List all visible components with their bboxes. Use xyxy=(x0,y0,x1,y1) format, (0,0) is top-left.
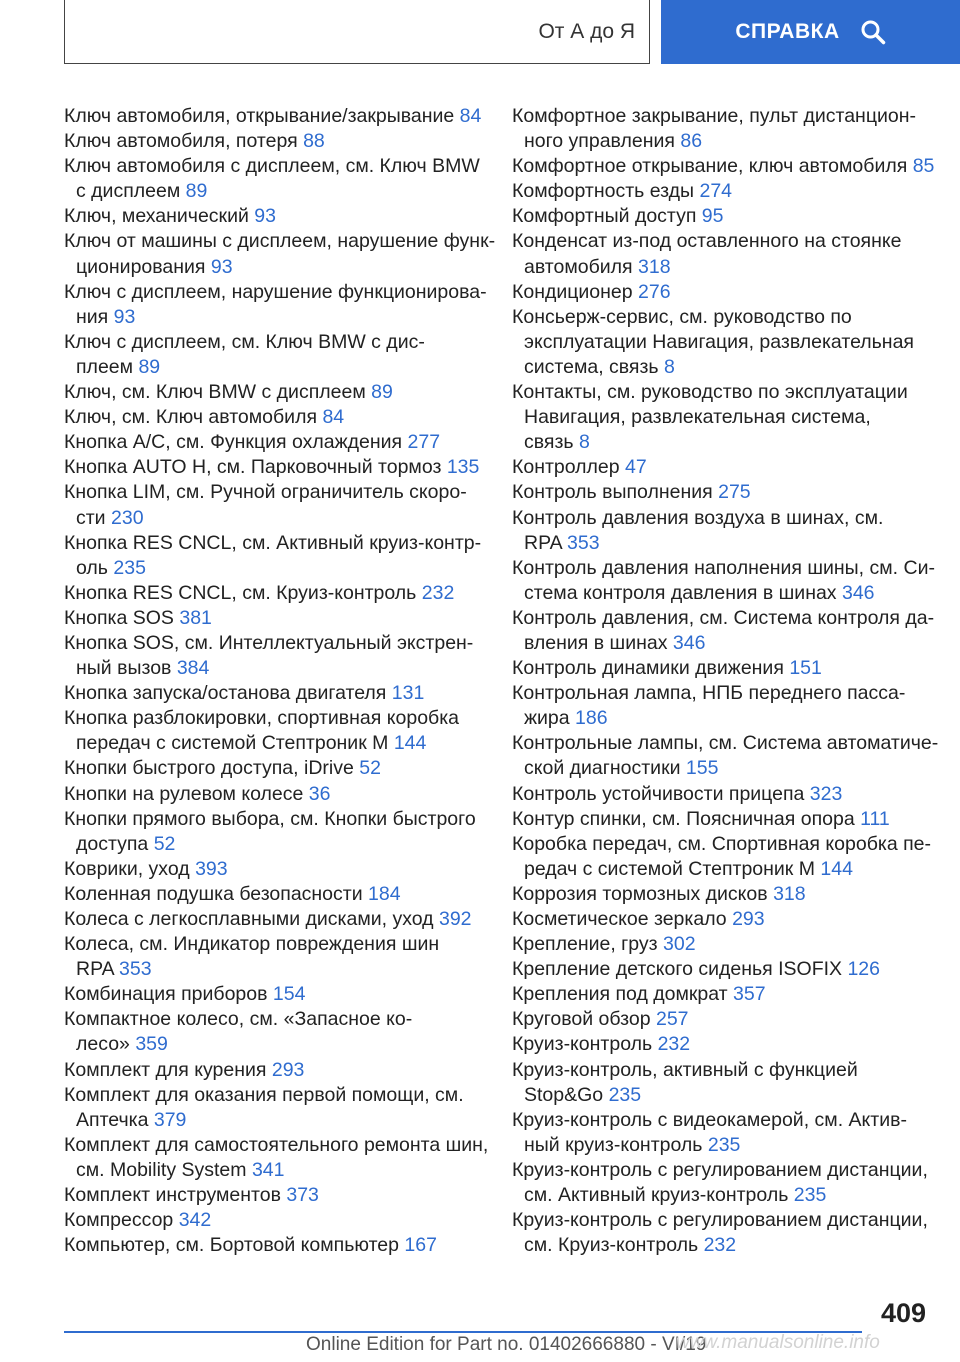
index-entry-text: Кнопка AUTO H, см. Парковочный тормоз xyxy=(64,456,447,479)
page-reference-link[interactable]: 392 xyxy=(438,908,472,930)
index-entry-text: см. Активный круиз-контроль xyxy=(524,1184,794,1207)
page-reference-link[interactable]: 8 xyxy=(664,355,675,378)
page-reference-link[interactable]: 293 xyxy=(271,1058,305,1081)
page-reference-link[interactable]: 86 xyxy=(680,130,703,153)
page-reference-link[interactable]: 342 xyxy=(178,1209,212,1232)
page-reference-link[interactable]: 111 xyxy=(860,807,890,830)
index-entry-text: Коленная подушка безопасности xyxy=(64,882,369,905)
index-entry-text: Комплект для курения xyxy=(64,1058,272,1081)
index-line xyxy=(512,882,932,907)
index-line xyxy=(512,405,932,430)
page-reference-link[interactable]: 232 xyxy=(657,1033,691,1056)
index-entry-text: Аптечка xyxy=(76,1108,154,1131)
index-line xyxy=(512,782,932,807)
index-entry-text: система, связь xyxy=(524,355,665,378)
index-entry-text: Комфортное открывание, ключ автомобиля xyxy=(512,155,913,178)
index-entry-text: Конденсат из-под оставленного на стоянке xyxy=(512,230,902,253)
index-line xyxy=(512,229,932,254)
index-entry-text: Ключ автомобиля, открывание/закрывание xyxy=(64,105,460,127)
page-reference-link[interactable]: 357 xyxy=(733,983,766,1006)
index-line xyxy=(512,506,932,531)
index-line xyxy=(512,706,932,731)
page-reference-link[interactable]: 353 xyxy=(567,531,600,554)
index-entry-text: Контроль давления, см. Система контроля да- xyxy=(512,606,935,629)
index-line xyxy=(512,807,932,832)
index-line xyxy=(512,1183,932,1208)
index-line xyxy=(64,882,484,907)
index-line xyxy=(512,1083,932,1108)
index-line xyxy=(64,405,484,430)
index-line xyxy=(512,1158,932,1183)
index-line xyxy=(512,957,932,982)
index-line xyxy=(64,581,484,606)
index-line xyxy=(64,832,484,857)
index-line xyxy=(512,330,932,355)
index-entry-text: Ключ, см. Ключ BMW с дисплеем xyxy=(64,381,372,404)
index-line xyxy=(64,1133,489,1158)
index-entry-text: Кнопка запуска/останова двигателя xyxy=(64,682,392,705)
page-reference-link[interactable]: 235 xyxy=(113,556,146,579)
index-entry-text: доступа xyxy=(76,832,154,855)
index-entry-text: редач с системой Стептроник M xyxy=(524,857,821,880)
index-entry-text: Кнопки на рулевом колесе xyxy=(64,782,309,805)
page-reference-link[interactable]: 381 xyxy=(179,606,212,629)
index-line xyxy=(512,857,932,882)
page-reference-link[interactable]: 95 xyxy=(701,205,724,228)
index-entry-text: Кнопка разблокировки, спортивная коробка xyxy=(64,707,460,730)
page-reference-link[interactable]: 293 xyxy=(732,908,765,930)
index-entry-text: Комплект для оказания первой помощи, см. xyxy=(64,1083,464,1106)
index-line xyxy=(512,1032,932,1057)
index-line xyxy=(512,656,932,681)
index-entry-text: Комфортное закрывание, пульт дистанцион- xyxy=(512,105,916,127)
page-reference-link[interactable]: 346 xyxy=(841,581,875,604)
index-line xyxy=(64,1158,484,1183)
index-line xyxy=(64,1208,484,1233)
page-reference-link[interactable]: 341 xyxy=(251,1158,285,1181)
index-entry-text: вления в шинах xyxy=(524,631,673,654)
index-line xyxy=(64,305,484,330)
index-line xyxy=(64,807,484,832)
index-line xyxy=(64,480,484,505)
index-line xyxy=(64,129,484,154)
index-entry-text: Круговой обзор xyxy=(512,1008,656,1031)
index-entry-text: Компактное колесо, см. «Запасное ко- xyxy=(64,1008,413,1031)
page-reference-link[interactable]: 154 xyxy=(272,983,306,1006)
page-reference-link[interactable]: 186 xyxy=(575,707,608,730)
page-reference-link[interactable]: 155 xyxy=(685,757,719,780)
index-line xyxy=(512,932,932,957)
index-line xyxy=(64,1183,484,1208)
page-reference-link[interactable]: 277 xyxy=(407,431,441,454)
index-entry-text: автомобиля xyxy=(524,255,639,278)
page-reference-link[interactable]: 135 xyxy=(446,456,480,479)
index-line xyxy=(512,581,932,606)
index-line xyxy=(64,982,484,1007)
index-line xyxy=(512,104,932,129)
index-entry-text: Ключ автомобиля с дисплеем, см. Ключ BMW xyxy=(64,155,480,178)
index-line xyxy=(512,204,932,229)
page-reference-link[interactable]: 257 xyxy=(655,1008,689,1031)
index-entry-text: ционирования xyxy=(76,255,211,278)
index-line xyxy=(512,380,932,405)
index-entry-text: Кнопки прямого выбора, см. Кнопки быстрого xyxy=(64,807,476,830)
page-reference-link[interactable]: 52 xyxy=(153,832,176,855)
index-entry-text: Контрольные лампы, см. Система автоматиче- xyxy=(512,732,939,755)
tab-a-to-z-label: От А до Я xyxy=(538,19,635,43)
index-line xyxy=(512,1233,932,1258)
index-entry-text: сти xyxy=(76,506,111,529)
index-line xyxy=(512,179,932,204)
page-reference-link[interactable]: 84 xyxy=(459,105,482,127)
index-line xyxy=(512,531,932,556)
index-entry-text: Навигация, развлекательная система, xyxy=(524,406,871,429)
index-line xyxy=(64,1058,484,1083)
index-entry-text: Комфортный доступ xyxy=(512,205,702,228)
index-entry-text: Комплект для самостоятельного ремонта шин, xyxy=(64,1133,489,1156)
index-line xyxy=(64,154,484,179)
index-entry-text: лесо» xyxy=(76,1033,136,1056)
index-entry-text: Круиз-контроль, активный с функцией xyxy=(512,1058,858,1081)
index-entry-text: RPA xyxy=(76,958,119,981)
page-reference-link[interactable]: 126 xyxy=(847,958,880,981)
index-line xyxy=(512,606,935,631)
page-reference-link[interactable]: 47 xyxy=(625,456,647,479)
page-reference-link[interactable]: 275 xyxy=(718,481,751,504)
index-entry-text: Круиз-контроль xyxy=(512,1033,658,1056)
index-line xyxy=(512,480,932,505)
index-line xyxy=(512,355,932,380)
index-line xyxy=(512,556,935,581)
index-line xyxy=(512,305,932,330)
page-reference-link[interactable]: 353 xyxy=(119,958,152,981)
page-reference-link[interactable]: 93 xyxy=(254,205,276,228)
index-entry-text: связь xyxy=(524,431,579,454)
index-line xyxy=(64,857,484,882)
index-line xyxy=(64,430,484,455)
index-entry-text: плеем xyxy=(76,355,139,378)
index-line xyxy=(64,932,484,957)
index-line xyxy=(512,1058,932,1083)
index-line xyxy=(512,1208,932,1233)
index-line xyxy=(512,430,932,455)
index-entry-text: Контроль давления воздуха в шинах, см. xyxy=(512,506,884,529)
index-entry-text: Круиз-контроль с регулированием дистанции, xyxy=(512,1209,928,1232)
index-line xyxy=(64,380,484,405)
index-entry-text: Ключ, механический xyxy=(64,205,255,228)
index-line xyxy=(512,681,932,706)
index-line xyxy=(512,129,932,154)
index-line xyxy=(64,656,484,681)
index-entry-text: Крепления под домкрат xyxy=(512,983,734,1006)
index-entry-text: Компьютер, см. Бортовой компьютер xyxy=(64,1234,405,1257)
index-entry-text: Колеса с легкосплавными дисками, уход xyxy=(64,908,439,930)
index-entry-text: Stop&Go xyxy=(524,1083,609,1106)
page-reference-link[interactable]: 318 xyxy=(638,255,671,278)
index-entry-text: оль xyxy=(76,556,114,579)
tab-help[interactable] xyxy=(661,0,960,64)
page-reference-link[interactable]: 88 xyxy=(303,130,325,153)
index-entry-text: Косметическое зеркало xyxy=(512,908,733,930)
index-line xyxy=(512,455,932,480)
footer-edition: Online Edition for Part no. 01402666880 - VI/19 xyxy=(306,1334,707,1355)
page-reference-link[interactable]: 167 xyxy=(404,1234,437,1257)
index-line xyxy=(512,1133,932,1158)
tab-a-to-z[interactable] xyxy=(64,0,650,64)
page-reference-link[interactable]: 85 xyxy=(912,155,935,178)
index-entry-text: RPA xyxy=(524,531,567,554)
index-line xyxy=(64,355,484,380)
index-line xyxy=(64,229,496,254)
index-entry-text: Крепление, груз xyxy=(512,933,664,956)
index-line xyxy=(64,957,484,982)
page-reference-link[interactable]: 230 xyxy=(111,506,144,529)
page-reference-link[interactable]: 144 xyxy=(393,732,427,755)
index-entry-text: Кнопки быстрого доступа, iDrive xyxy=(64,757,360,780)
index-line xyxy=(512,1007,932,1032)
index-entry-text: Контроль динамики движения xyxy=(512,657,790,680)
page-reference-link[interactable]: 323 xyxy=(809,782,843,805)
page-reference-link[interactable]: 151 xyxy=(789,657,822,680)
search-icon xyxy=(860,19,886,45)
page-reference-link[interactable]: 184 xyxy=(368,882,401,905)
index-line xyxy=(64,1108,484,1133)
page-reference-link[interactable]: 318 xyxy=(773,882,806,905)
index-entry-text: Коррозия тормозных дисков xyxy=(512,882,774,905)
page-reference-link[interactable]: 89 xyxy=(138,355,161,378)
index-line xyxy=(64,756,484,781)
index-entry-text: жира xyxy=(524,707,576,730)
index-entry-text: с дисплеем xyxy=(76,180,186,203)
index-entry-text: Ключ автомобиля, потеря xyxy=(64,130,304,153)
index-line xyxy=(64,455,484,480)
watermark: www.manualsonline.info xyxy=(676,1332,880,1353)
index-line xyxy=(64,631,484,656)
index-entry-text: эксплуатации Навигация, развлекательная xyxy=(524,330,914,353)
index-line xyxy=(512,982,932,1007)
index-entry-text: ния xyxy=(76,305,114,328)
index-line xyxy=(64,204,484,229)
index-line xyxy=(512,832,932,857)
page-reference-link[interactable]: 84 xyxy=(322,406,345,429)
page-number: 409 xyxy=(880,1298,926,1328)
index-entry-text: Компрессор xyxy=(64,1209,179,1232)
index-entry-text: Контур спинки, см. Поясничная опора xyxy=(512,807,861,830)
index-entry-text: Контрольная лампа, НПБ переднего пасса- xyxy=(512,682,906,705)
index-entry-text: см. Круиз-контроль xyxy=(524,1234,704,1257)
page-reference-link[interactable]: 93 xyxy=(210,255,233,278)
index-entry-text: ный круиз-контроль xyxy=(524,1133,708,1156)
index-line xyxy=(512,280,932,305)
index-line xyxy=(64,280,487,305)
page-reference-link[interactable]: 346 xyxy=(672,631,706,654)
index-line xyxy=(64,1083,484,1108)
index-line xyxy=(64,681,484,706)
index-line xyxy=(64,1233,484,1258)
index-line xyxy=(64,531,484,556)
page-reference-link[interactable]: 36 xyxy=(308,782,331,805)
index-column-right xyxy=(512,104,939,1258)
index-line xyxy=(64,1007,484,1032)
page-reference-link[interactable]: 235 xyxy=(707,1133,741,1156)
page-reference-link[interactable]: 52 xyxy=(359,757,381,780)
index-entry-text: Консьерж-сервис, см. руководство по xyxy=(512,305,852,328)
tab-help-label: СПРАВКА xyxy=(735,20,840,43)
page-reference-link[interactable]: 276 xyxy=(638,280,671,303)
index-entry-text: Ключ от машины с дисплеем, нарушение функ- xyxy=(64,230,496,253)
index-entry-text: Круиз-контроль с регулированием дистанции, xyxy=(512,1158,928,1181)
index-line xyxy=(64,104,484,129)
index-entry-text: Комбинация приборов xyxy=(64,983,273,1006)
index-line xyxy=(512,907,932,932)
page-reference-link[interactable]: 302 xyxy=(663,933,696,956)
index-entry-text: Контроль устойчивости прицепа xyxy=(512,782,810,805)
index-line xyxy=(512,154,935,179)
page-reference-link[interactable]: 379 xyxy=(153,1108,187,1131)
index-entry-text: Контроллер xyxy=(512,456,626,479)
index-entry-text: Круиз-контроль с видеокамерой, см. Актив- xyxy=(512,1108,907,1131)
page-reference-link[interactable]: 384 xyxy=(176,657,210,680)
page-reference-link[interactable]: 232 xyxy=(421,581,455,604)
page-reference-link[interactable]: 89 xyxy=(371,381,393,404)
index-line xyxy=(64,506,484,531)
index-entry-text: Кондиционер xyxy=(512,280,639,303)
index-entry-text: Коробка передач, см. Спортивная коробка пе- xyxy=(512,832,931,855)
page-reference-link[interactable]: 8 xyxy=(578,431,590,454)
index-line xyxy=(64,556,484,581)
index-entry-text: Комплект инструментов xyxy=(64,1184,287,1207)
page-reference-link[interactable]: 144 xyxy=(820,857,853,880)
index-entry-text: Кнопка LIM, см. Ручной ограничитель скоро- xyxy=(64,481,467,504)
index-entry-text: см. Mobility System xyxy=(76,1158,252,1181)
index-entry-text: Ключ с дисплеем, см. Ключ BMW с дис- xyxy=(64,330,425,353)
page-reference-link[interactable]: 359 xyxy=(135,1033,168,1056)
index-line xyxy=(512,756,932,781)
index-entry-text: Коврики, уход xyxy=(64,857,196,880)
index-entry-text: Контроль давления наполнения шины, см. Си- xyxy=(512,556,935,579)
index-entry-text: Ключ, см. Ключ автомобиля xyxy=(64,406,323,429)
index-line xyxy=(512,255,932,280)
index-line xyxy=(512,631,932,656)
index-entry-text: Кнопка SOS, см. Интеллектуальный экстрен- xyxy=(64,631,474,654)
index-entry-text: Крепление детского сиденья ISOFIX xyxy=(512,958,848,981)
index-line xyxy=(512,731,939,756)
index-entry-text: ный вызов xyxy=(76,657,177,680)
index-entry-text: Контакты, см. руководство по эксплуатации xyxy=(512,381,908,404)
index-column-left xyxy=(64,104,496,1258)
page-reference-link[interactable]: 131 xyxy=(391,682,425,705)
index-line xyxy=(64,782,484,807)
page-reference-link[interactable]: 89 xyxy=(185,180,208,203)
page-reference-link[interactable]: 235 xyxy=(793,1184,827,1207)
page-reference-link[interactable]: 373 xyxy=(286,1184,319,1207)
index-entry-text: стема контроля давления в шинах xyxy=(524,581,842,604)
index-line xyxy=(64,179,484,204)
index-entry-text: Кнопка RES CNCL, см. Активный круиз-контр- xyxy=(64,531,482,554)
index-entry-text: Контроль выполнения xyxy=(512,481,719,504)
index-entry-text: ской диагностики xyxy=(524,757,686,780)
index-entry-text: передач с системой Стептроник M xyxy=(76,732,394,755)
index-line xyxy=(64,1032,484,1057)
index-line xyxy=(64,606,484,631)
index-entry-text: Ключ с дисплеем, нарушение функционирова- xyxy=(64,280,487,303)
index-entry-text: Кнопка A/C, см. Функция охлаждения xyxy=(64,431,408,454)
index-entry-text: Кнопка SOS xyxy=(64,606,180,629)
index-entry-text: Колеса, см. Индикатор повреждения шин xyxy=(64,933,440,956)
page-reference-link[interactable]: 235 xyxy=(608,1083,642,1106)
page-reference-link[interactable]: 93 xyxy=(113,305,136,328)
page-reference-link[interactable]: 274 xyxy=(699,180,733,203)
page-reference-link[interactable]: 393 xyxy=(195,857,228,880)
index-entry-text: Кнопка RES CNCL, см. Круиз-контроль xyxy=(64,581,422,604)
page-reference-link[interactable]: 232 xyxy=(703,1234,737,1257)
index-line xyxy=(64,255,484,280)
index-line xyxy=(64,907,484,932)
index-line xyxy=(512,1108,932,1133)
index-entry-text: Комфортность езды xyxy=(512,180,700,203)
index-entry-text: ного управления xyxy=(524,130,681,153)
index-line xyxy=(64,330,484,355)
index-line xyxy=(64,731,484,756)
index-line xyxy=(64,706,484,731)
